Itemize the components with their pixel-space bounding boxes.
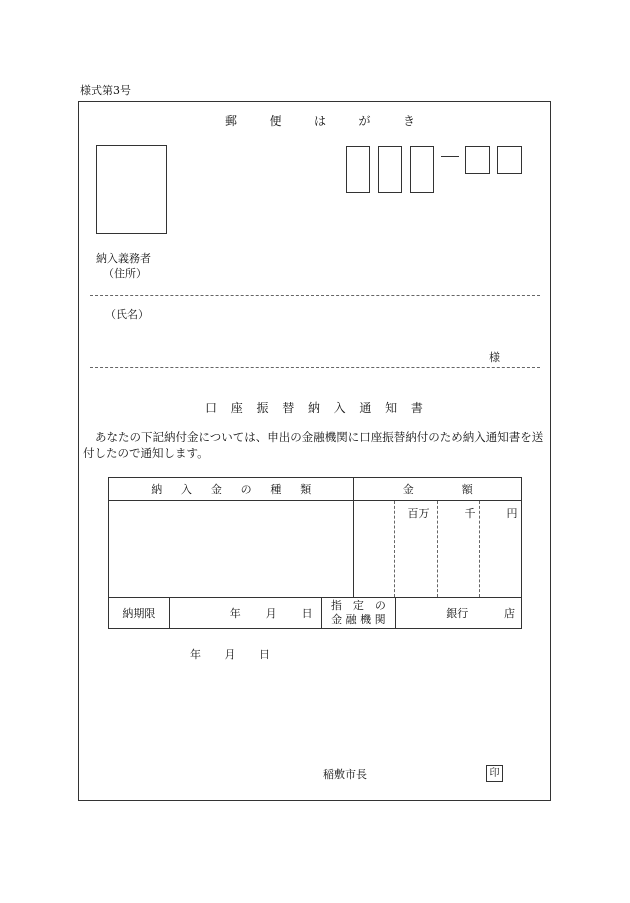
name-label: （氏名） (105, 308, 149, 321)
postal-code-box (465, 146, 490, 174)
payment-table (108, 477, 522, 629)
notice-title-char: 振 (256, 401, 269, 415)
branch-label: 店 (504, 607, 515, 620)
header-char: 金 (402, 483, 414, 496)
amount-header (354, 478, 522, 501)
postcard-title-char: き (402, 114, 415, 128)
postcard-title (225, 112, 415, 129)
notice-title-char: 通 (359, 401, 372, 415)
date-char: 月 (265, 607, 277, 620)
notice-title-char: 書 (410, 401, 423, 415)
address-divider (90, 295, 540, 296)
amount-column-divider (437, 501, 438, 597)
postal-code-box (410, 146, 434, 193)
name-divider (90, 367, 540, 368)
postal-code-box (346, 146, 370, 193)
fin-label-line: 金 融 機 関 (331, 613, 386, 626)
form-number: 様式第3号 (80, 84, 131, 97)
postcard-title-char: 便 (269, 114, 282, 128)
bank-cell (396, 598, 522, 629)
notice-body: あなたの下記納付金については、申出の金融機関に口座振替納付のため納入通知書を送付したので通知します。 (83, 430, 544, 460)
postcard-title-char: が (358, 114, 371, 128)
notice-title (205, 399, 423, 416)
header-char: 金 (210, 483, 222, 496)
notice-title-char: 替 (282, 401, 295, 415)
payment-type-header (109, 478, 354, 501)
unit-yen: 円 (506, 507, 518, 520)
date-char: 年 (229, 607, 241, 620)
date-char: 日 (259, 648, 270, 661)
header-char: 種 (270, 483, 282, 496)
postcard-title-char: 郵 (225, 114, 238, 128)
notice-title-char: 口 (205, 401, 218, 415)
mayor-signature: 稲敷市長 (323, 768, 367, 781)
payment-type-cell (109, 501, 354, 598)
notice-title-char: 座 (230, 401, 243, 415)
deadline-label: 納期限 (109, 598, 170, 629)
header-char: 額 (461, 483, 473, 496)
seal-stamp: 印 (486, 765, 503, 782)
header-char: 納 (151, 483, 163, 496)
unit-millions: 百万 (407, 507, 430, 520)
stamp-box (96, 145, 167, 234)
header-char: 入 (181, 483, 193, 496)
header-char: の (240, 483, 252, 496)
postal-code-box (497, 146, 522, 174)
bank-label: 銀行 (446, 607, 469, 620)
header-char: 類 (300, 483, 312, 496)
address-label: （住所） (103, 267, 147, 280)
notice-title-char: 納 (307, 401, 320, 415)
date-char: 日 (301, 607, 313, 620)
financial-institution-label (321, 598, 396, 629)
notice-title-char: 入 (333, 401, 346, 415)
postal-code-dash (441, 156, 459, 157)
unit-thousands: 千 (464, 507, 476, 520)
notice-title-char: 知 (385, 401, 398, 415)
honorific: 様 (489, 351, 500, 364)
amount-cell (354, 501, 522, 598)
issue-date (190, 646, 270, 662)
deadline-date-cell (169, 598, 321, 629)
payer-label: 納入義務者 (96, 252, 151, 265)
postal-code-box (378, 146, 402, 193)
amount-column-divider (394, 501, 395, 597)
date-char: 年 (190, 648, 201, 661)
postcard-title-char: は (313, 114, 326, 128)
date-char: 月 (224, 648, 236, 661)
amount-column-divider (479, 501, 480, 597)
fin-label-line: 指 定 の (330, 599, 386, 612)
